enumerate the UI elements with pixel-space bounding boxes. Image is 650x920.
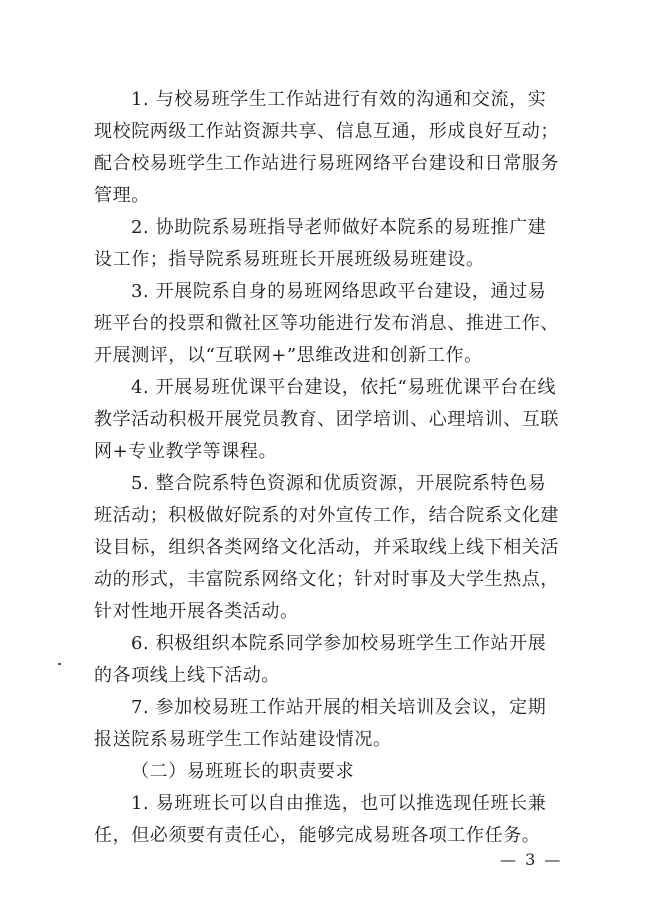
section-heading: （二）易班班长的职责要求	[131, 761, 355, 782]
scan-speck	[58, 663, 61, 665]
document-body	[94, 84, 564, 852]
paragraph-4: 4. 开展易班优课平台建设，依托“易班优课平台在线教学活动积极开展党员教育、团学培训、心理培训、互联网+专业教学等课程。	[94, 377, 559, 462]
paragraph-1: 1. 与校易班学生工作站进行有效的沟通和交流，实现校院两级工作站资源共享、信息互通，形成良好互动；配合校易班学生工作站进行易班网络平台建设和日常服务管理。	[94, 89, 559, 206]
paragraph-7: 7. 参加校易班工作站开展的相关培训及会议，定期报送院系易班学生工作站建设情况。	[94, 697, 547, 750]
paragraph-2: 2. 协助院系易班指导老师做好本院系的易班推广建设工作；指导院系易班班长开展班级易班建设。	[94, 217, 547, 270]
paragraph-3: 3. 开展院系自身的易班网络思政平台建设，通过易班平台的投票和微社区等功能进行发布消息、推进工作、开展测评，以“互联网+”思维改进和创新工作。	[94, 281, 559, 366]
paragraph-5: 5. 整合院系特色资源和优质资源，开展院系特色易班活动；积极做好院系的对外宣传工作，结合院系文化建设目标，组织各类网络文化活动，并采取线上线下相关活动的形式，丰富院系网络文化；针对时事及大学生热点，针对性地开展各类活动。	[94, 473, 559, 622]
paragraph-6: 6. 积极组织本院系同学参加校易班学生工作站开展的各项线上线下活动。	[94, 633, 547, 686]
section-paragraph-1: 1. 易班班长可以自由推选，也可以推选现任班长兼任，但必须要有责任心，能够完成易班各项工作任务。	[94, 793, 547, 846]
page-number: — 3 —	[500, 850, 563, 869]
